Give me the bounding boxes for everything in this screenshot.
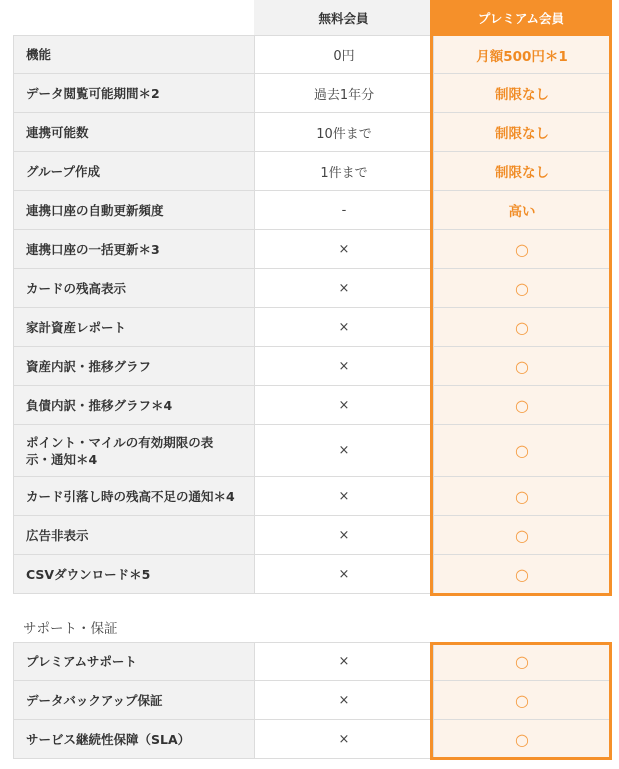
feature-label: 負債内訳・推移グラフ＊4: [13, 386, 254, 425]
premium-check-icon: ○: [433, 425, 610, 477]
table-row: [13, 477, 610, 516]
free-value: ×: [254, 642, 433, 681]
free-value: -: [254, 191, 433, 230]
table-row: [13, 386, 610, 425]
table-row: [13, 642, 610, 681]
feature-label: データ閲覧可能期間＊2: [13, 74, 254, 113]
feature-label: 家計資産レポート: [13, 308, 254, 347]
feature-label: カードの残高表示: [13, 269, 254, 308]
free-value: ×: [254, 386, 433, 425]
free-value: ×: [254, 308, 433, 347]
feature-label: プレミアムサポート: [13, 642, 254, 681]
table-row: [13, 113, 610, 152]
table-row: [13, 35, 610, 74]
free-value: ×: [254, 425, 433, 477]
premium-check-icon: ○: [433, 386, 610, 425]
premium-check-icon: ○: [433, 269, 610, 308]
free-value: ×: [254, 720, 433, 759]
free-plan-header: 無料会員: [254, 0, 433, 35]
feature-label: グループ作成: [13, 152, 254, 191]
feature-label: データバックアップ保証: [13, 681, 254, 720]
feature-label: 連携口座の一括更新＊3: [13, 230, 254, 269]
free-value: ×: [254, 555, 433, 594]
premium-check-icon: ○: [433, 347, 610, 386]
table-row: [13, 347, 610, 386]
feature-comparison-table: [13, 35, 610, 594]
premium-check-icon: ○: [433, 308, 610, 347]
premium-value: 高い: [433, 191, 610, 230]
feature-label: CSVダウンロード＊5: [13, 555, 254, 594]
free-value: ×: [254, 230, 433, 269]
support-comparison-table: [13, 642, 610, 759]
table-row: [13, 516, 610, 555]
premium-check-icon: ○: [433, 516, 610, 555]
free-value: 10件まで: [254, 113, 433, 152]
premium-plan-header: プレミアム会員: [430, 0, 612, 35]
premium-value: 制限なし: [433, 152, 610, 191]
feature-label: ポイント・マイルの有効期限の表示・通知＊4: [13, 425, 254, 477]
feature-label: 連携口座の自動更新頻度: [13, 191, 254, 230]
feature-label: 資産内訳・推移グラフ: [13, 347, 254, 386]
feature-label: サービス継続性保障（SLA）: [13, 720, 254, 759]
premium-value: 制限なし: [433, 74, 610, 113]
table-row: [13, 720, 610, 759]
premium-check-icon: ○: [433, 642, 610, 681]
premium-check-icon: ○: [433, 681, 610, 720]
table-row: [13, 425, 610, 477]
free-value: ×: [254, 516, 433, 555]
premium-value: 月額500円＊1: [433, 35, 610, 74]
premium-check-icon: ○: [433, 477, 610, 516]
feature-label: 広告非表示: [13, 516, 254, 555]
feature-label: カード引落し時の残高不足の通知＊4: [13, 477, 254, 516]
table-row: [13, 555, 610, 594]
table-row: [13, 230, 610, 269]
table-row: [13, 191, 610, 230]
table-row: [13, 74, 610, 113]
premium-check-icon: ○: [433, 555, 610, 594]
table-row: [13, 681, 610, 720]
support-section-title: サポート・保証: [23, 621, 118, 637]
table-row: [13, 269, 610, 308]
free-value: ×: [254, 347, 433, 386]
feature-label: 機能: [13, 35, 254, 74]
table-row: [13, 152, 610, 191]
free-value: 0円: [254, 35, 433, 74]
premium-check-icon: ○: [433, 230, 610, 269]
free-value: ×: [254, 269, 433, 308]
table-row: [13, 308, 610, 347]
feature-label: 連携可能数: [13, 113, 254, 152]
free-value: ×: [254, 477, 433, 516]
free-value: 1件まで: [254, 152, 433, 191]
free-value: 過去1年分: [254, 74, 433, 113]
free-value: ×: [254, 681, 433, 720]
premium-value: 制限なし: [433, 113, 610, 152]
premium-check-icon: ○: [433, 720, 610, 759]
